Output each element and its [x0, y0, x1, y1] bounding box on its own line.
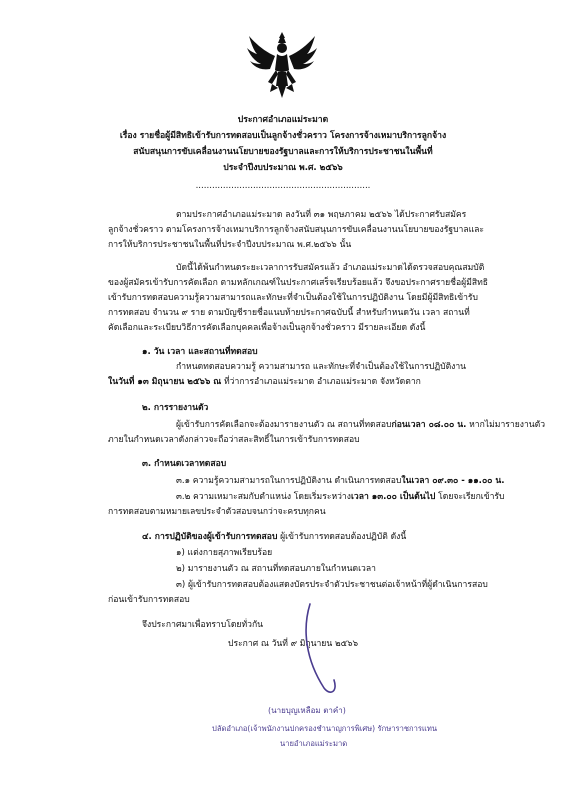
- announcement-title: ประกาศอำเภอแม่ระมาด: [237, 115, 329, 125]
- section2-time: ก่อนเวลา ๐๘.๐๐ น.: [391, 420, 467, 430]
- intro-p2-line1: บัดนี้ได้พ้นกำหนดระยะเวลาการรับสมัครแล้ว อำเภอแม่ระมาดได้ตรวจสอบคุณสมบัติ: [176, 263, 485, 273]
- section4-item2: ๒) มารายงานตัว ณ สถานที่ทดสอบภายในกำหนดเวลา: [176, 564, 376, 574]
- section3-item2-tail: โดยจะเรียกเข้ารับ: [435, 492, 505, 502]
- section4-heading: ๔. การปฏิบัติของผู้เข้ารับการทดสอบ: [142, 532, 278, 542]
- section3-item2-line2: การทดสอบตามหมายเลขประจำตัวสอบจนกว่าจะครบทุกคน: [108, 507, 326, 517]
- intro-p1-line3: การให้บริการประชาชนในพื้นที่ประจำปีงบประมาณ พ.ศ.๒๕๖๖ นั้น: [108, 240, 352, 250]
- closing-date: ประกาศ ณ วันที่ ๙ มิถุนายน ๒๕๖๖: [228, 639, 359, 649]
- section4-item3-line2: ก่อนเข้ารับการทดสอบ: [108, 595, 190, 605]
- section4-item3: ๓) ผู้เข้ารับการทดสอบต้องแสดงบัตรประจำตัวประชาชนต่อเจ้าหน้าที่ผู้ดำเนินการสอบ: [176, 580, 488, 590]
- section3-heading: ๓. กำหนดเวลาทดสอบ: [142, 459, 227, 469]
- intro-p2-line4: การทดสอบ จำนวน ๙ ราย ตามบัญชีรายชื่อแนบท้ายประกาศฉบับนี้ สำหรับกำหนดวัน เวลา สถานที่: [108, 308, 470, 318]
- section1-place: ที่ว่าการอำเภอแม่ระมาด อำเภอแม่ระมาด จังหวัดตาก: [224, 377, 421, 387]
- closing-announce: จึงประกาศมาเพื่อทราบโดยทั่วกัน: [142, 620, 264, 630]
- section3-item1: [176, 475, 505, 487]
- section1-line1: กำหนดทดสอบความรู้ ความสามารถ และทักษะที่จำเป็นต้องใช้ในการปฏิบัติงาน: [176, 362, 467, 372]
- section3-item2-text: ๓.๒ ความเหมาะสมกับตำแหน่ง โดยเริ่มระหว่าง: [176, 492, 351, 502]
- subject-line-2: สนับสนุนการขับเคลื่อนงานนโยบายของรัฐบาลและการให้บริการประชาชนในพื้นที่: [133, 147, 433, 157]
- section2-heading: ๒. การรายงานตัว: [142, 403, 209, 413]
- intro-p1-line2: ลูกจ้างชั่วคราว ตามโครงการจ้างเหมาบริการลูกจ้างสนับสนุนการขับเคลื่อนงานนโยบายของรัฐบาลและ: [108, 225, 485, 235]
- signer-position-2: นายอำเภอแม่ระมาด: [280, 739, 348, 748]
- signer-position-1: ปลัดอำเภอ(เจ้าพนักงานปกครองชำนาญการพิเศษ) รักษาราชการแทน: [212, 724, 438, 733]
- section3-item1-text: ๓.๑ ความรู้ความสามารถในการปฏิบัติงาน ดำเนินการทดสอบ: [176, 476, 402, 486]
- intro-p2-line5: คัดเลือกและระเบียบวิธีการคัดเลือกบุคคลเพื่อจ้างเป็นลูกจ้างชั่วคราว มีรายละเอียด ดังนี้: [108, 323, 426, 333]
- intro-p2-line3: เข้ารับการทดสอบความรู้ความสามารถและทักษะที่จำเป็นต้องใช้ในการปฏิบัติงาน โดยมีผู้มีสิทธิเข้ารับ: [108, 293, 478, 303]
- section1-heading: ๑. วัน เวลา และสถานที่ทดสอบ: [142, 347, 258, 357]
- section1-line2: [108, 376, 421, 388]
- section3-item1-time: ในเวลา ๐๙.๓๐ - ๑๑.๐๐ น.: [401, 476, 505, 486]
- garuda-emblem-icon: [244, 28, 320, 102]
- intro-p2-line2: ของผู้สมัครเข้ารับการคัดเลือก ตามหลักเกณฑ์ในประกาศเสร็จเรียบร้อยแล้ว จึงขอประกาศรายชื่อผู้มีสิทธิ: [108, 278, 489, 288]
- section3-item2: [176, 491, 505, 503]
- section2-line2: ภายในกำหนดเวลาดังกล่าวจะถือว่าสละสิทธิ์ในการเข้ารับการทดสอบ: [108, 435, 360, 445]
- handwritten-signature-icon: [296, 600, 356, 700]
- section1-date: ในวันที่ ๑๓ มิถุนายน ๒๕๖๖ ณ: [108, 377, 222, 387]
- section2-line1: [176, 419, 545, 431]
- section4-item1: ๑) แต่งกายสุภาพเรียบร้อย: [176, 548, 273, 558]
- signer-name: (นายบุญเหลือม ตาคำ): [268, 706, 346, 715]
- section4-heading-line: [142, 531, 406, 543]
- title-divider: ................................................................: [195, 181, 371, 191]
- subject-line-1: เรื่อง รายชื่อผู้มีสิทธิเข้ารับการทดสอบเป็นลูกจ้างชั่วคราว โครงการจ้างเหมาบริการลูกจ้าง: [119, 131, 447, 141]
- section2-tail: หากไม่มารายงานตัว: [466, 420, 546, 430]
- subject-line-3: ประจำปีงบประมาณ พ.ศ. ๒๕๖๖: [223, 163, 343, 173]
- section4-heading-tail: ผู้เข้ารับการทดสอบต้องปฏิบัติ ดังนี้: [277, 532, 407, 542]
- section3-item2-time: เวลา ๑๓.๐๐ เป็นต้นไป: [350, 492, 436, 502]
- intro-p1-line1: ตามประกาศอำเภอแม่ระมาด ลงวันที่ ๓๑ พฤษภาคม ๒๕๖๖ ได้ประกาศรับสมัคร: [176, 210, 467, 220]
- section2-text: ผู้เข้ารับการคัดเลือกจะต้องมารายงานตัว ณ สถานที่ทดสอบ: [176, 420, 392, 430]
